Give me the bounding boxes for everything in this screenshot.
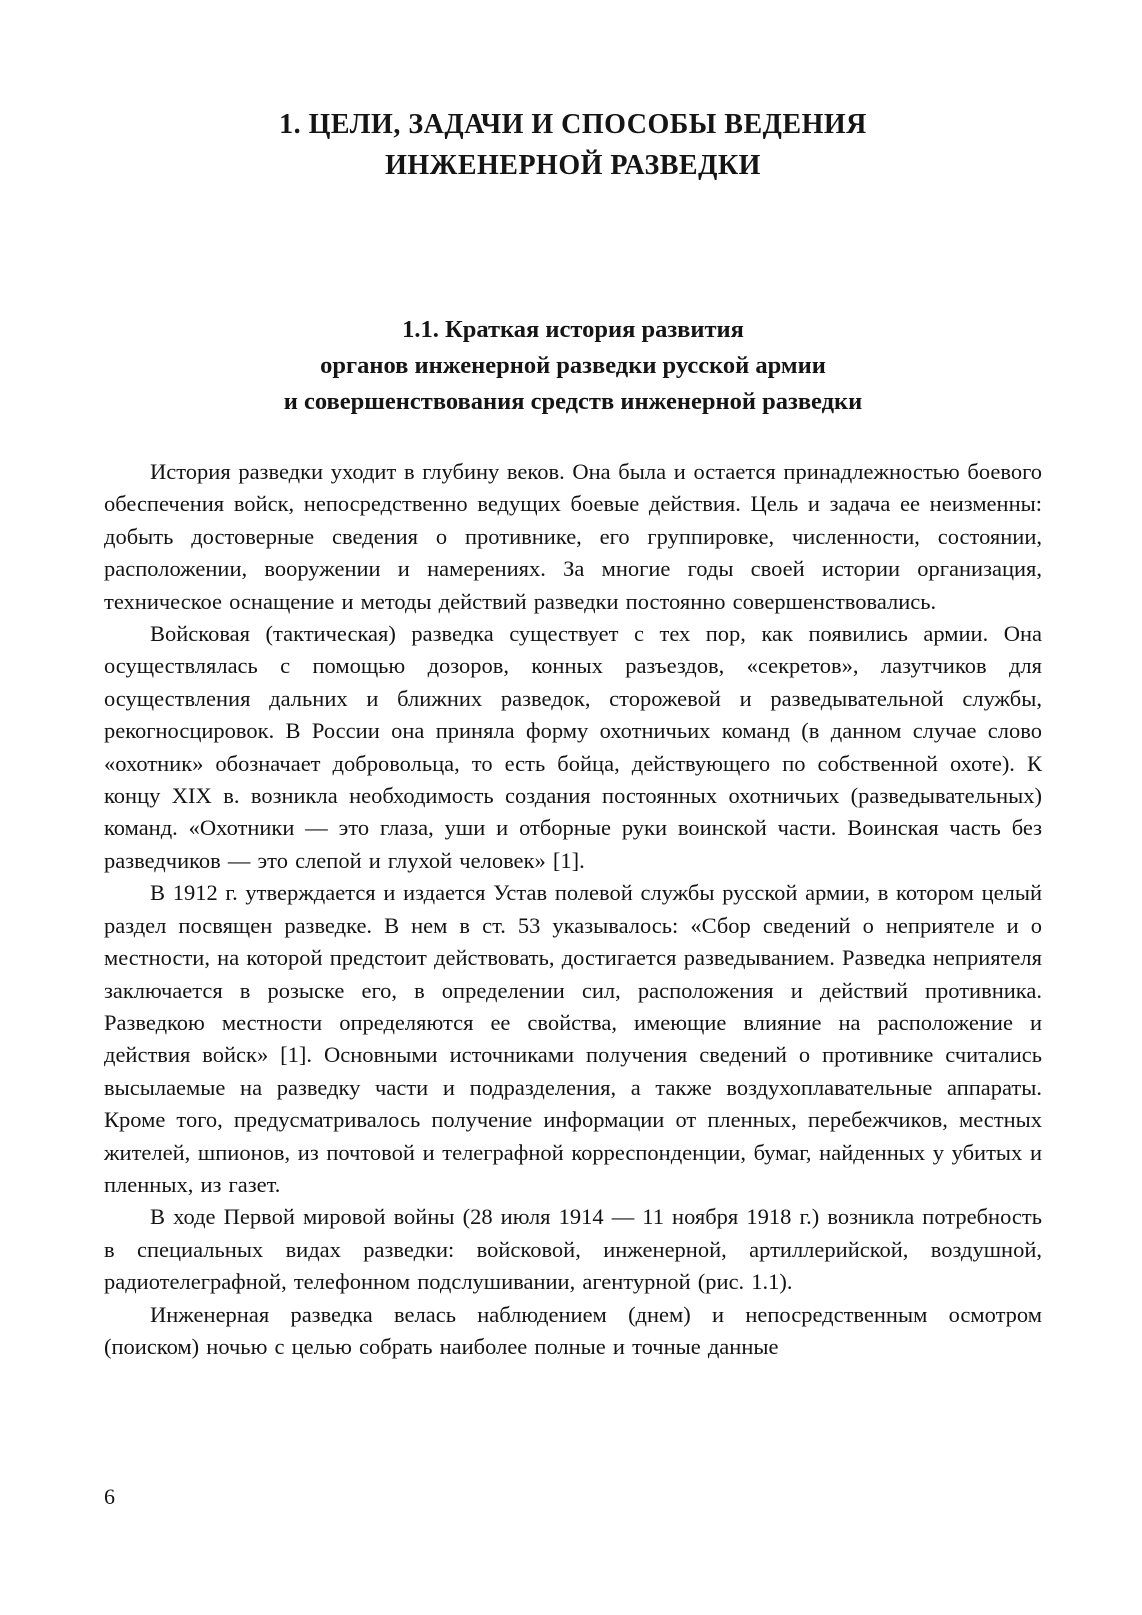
body-text [104, 456, 1042, 1363]
paragraph: В 1912 г. утверждается и издается Устав полевой службы русской армии, в котором целый раздел посвящен разведке. В нем в ст. 53 указывалось: «Сбор сведений о неприятеле и о местности, на которой предстоит действовать, достигается разведыванием. Разведка неприятеля заключается в розыске его, в определении сил, расположения и действий противника. Разведкою местности определяются ее свойства, имеющие влияние на расположение и действия войск» [1]. Основными источниками получения сведений о противнике считались высылаемые на разведку части и подразделения, а также воздухоплавательные аппараты. Кроме того, предусматривалось получение информации от пленных, перебежчиков, местных жителей, шпионов, из почтовой и телеграфной корреспонденции, бумаг, найденных у убитых и пленных, из газет. [104, 880, 1042, 1197]
paragraph: История разведки уходит в глубину веков. Она была и остается принадлежностью боевого обеспечения войск, непосредственно ведущих боевые действия. Цель и задача ее неизменны: добыть достоверные сведения о противнике, его группировке, численности, состоянии, расположении, вооружении и намерениях. За многие годы своей истории организация, техническое оснащение и методы действий разведки постоянно совершенствовались. [104, 459, 1042, 614]
paragraph: В ходе Первой мировой войны (28 июля 1914 — 11 ноября 1918 г.) возникла потребность в специальных видах разведки: войсковой, инженерной, артиллерийской, воздушной, радиотелеграфной, телефонном подслушивании, агентурной (рис. 1.1). [104, 1204, 1042, 1295]
section-title-line-2: органов инженерной разведки русской армии [320, 352, 826, 379]
chapter-title-line-1: 1. ЦЕЛИ, ЗАДАЧИ И СПОСОБЫ ВЕДЕНИЯ [279, 109, 867, 140]
chapter-title [104, 104, 1042, 186]
section-title-line-3: и совершенствования средств инженерной разведки [283, 388, 863, 415]
paragraph: Инженерная разведка велась наблюдением (днем) и непосредственным осмотром (поиском) ночью с целью собрать наиболее полные и точные данные [104, 1301, 1042, 1359]
page-number: 6 [104, 1484, 115, 1509]
paragraph: Войсковая (тактическая) разведка существует с тех пор, как появились армии. Она осуществлялась с помощью дозоров, конных разъездов, «секретов», лазутчиков для осуществления дальних и ближних разведок, сторожевой и разведывательной службы, рекогносцировок. В России она приняла форму охотничьих команд (в данном случае слово «охотник» обозначает добровольца, то есть бойца, действующего по собственной охоте). К концу XIX в. возникла необходимость создания постоянных охотничьих (разведывательных) команд. «Охотники — это глаза, уши и отборные руки воинской части. Воинская часть без разведчиков — это слепой и глухой человек» [1]. [104, 621, 1042, 873]
section-title [104, 312, 1042, 420]
chapter-title-line-2: ИНЖЕНЕРНОЙ РАЗВЕДКИ [385, 150, 761, 181]
page-content [104, 0, 1042, 1363]
section-title-line-1: 1.1. Краткая история развития [402, 316, 744, 343]
